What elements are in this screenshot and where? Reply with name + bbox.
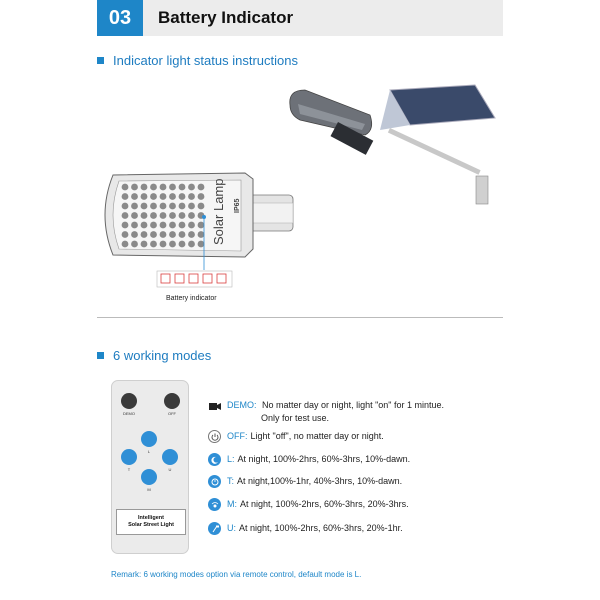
remote-label-line2: Solar Street Light	[128, 522, 174, 528]
lamp-rating-text: IP65	[234, 198, 241, 213]
moon-icon	[208, 453, 221, 466]
section-divider	[97, 317, 503, 318]
led-dot	[169, 231, 176, 238]
led-grid	[122, 184, 205, 248]
led-dot	[122, 231, 129, 238]
led-dot	[131, 193, 138, 200]
led-dot	[131, 231, 138, 238]
remote-label-line1: Intelligent	[138, 514, 164, 521]
led-dot	[188, 212, 195, 219]
remark-note: Remark: 6 working modes option via remote control, default mode is L.	[111, 570, 362, 579]
led-dot	[188, 222, 195, 229]
remote-product-label	[116, 509, 186, 535]
led-dot	[179, 241, 186, 248]
led-dot	[122, 222, 129, 229]
lamp-brand-text: Solar Lamp	[211, 178, 226, 245]
mode-demo-subtext: Only for test use.	[261, 413, 330, 423]
mode-u	[208, 522, 403, 535]
mode-l-key: L:	[227, 454, 235, 464]
led-dot	[122, 193, 129, 200]
timer-icon	[208, 475, 221, 488]
led-dot	[160, 184, 167, 191]
camera-icon	[208, 399, 221, 412]
led-dot	[198, 203, 205, 210]
lamp-top-view-diagram	[95, 165, 305, 305]
led-dot	[169, 241, 176, 248]
led-dot	[131, 222, 138, 229]
led-dot	[122, 203, 129, 210]
remote-u-label: U	[168, 467, 172, 472]
remote-t-button[interactable]	[121, 449, 137, 465]
motion-sensor-icon	[208, 498, 221, 511]
remote-m-button[interactable]	[141, 469, 157, 485]
lamp-icon	[208, 522, 221, 535]
led-dot	[188, 184, 195, 191]
led-dot	[169, 184, 176, 191]
led-dot	[160, 193, 167, 200]
led-dot	[188, 241, 195, 248]
led-dot	[141, 241, 148, 248]
led-dot	[169, 222, 176, 229]
led-dot	[141, 193, 148, 200]
indicator-section-heading	[97, 53, 298, 68]
led-dot	[141, 231, 148, 238]
led-dot	[160, 203, 167, 210]
led-dot	[131, 241, 138, 248]
mode-l	[208, 453, 410, 466]
led-dot	[198, 184, 205, 191]
remote-off-label: OFF	[168, 411, 176, 416]
mode-off	[208, 430, 384, 443]
mode-demo-text: No matter day or night, light "on" for 1 mintue.	[262, 400, 445, 410]
remote-l-button[interactable]	[141, 431, 157, 447]
led-dot	[179, 203, 186, 210]
led-dot	[131, 184, 138, 191]
indicator-led-icon	[202, 215, 206, 219]
led-dot	[169, 212, 176, 219]
remote-control	[111, 380, 189, 554]
led-dot	[150, 212, 157, 219]
mode-u-key: U:	[227, 523, 236, 533]
power-icon	[208, 430, 221, 443]
led-dot	[141, 222, 148, 229]
mode-demo-key: DEMO:	[227, 400, 257, 410]
indicator-section-title: Indicator light status instructions	[113, 53, 298, 68]
remote-l-label: L	[147, 449, 151, 454]
led-dot	[188, 203, 195, 210]
mode-m-key: M:	[227, 499, 237, 509]
mode-off-key: OFF:	[227, 431, 248, 441]
led-dot	[141, 212, 148, 219]
led-dot	[150, 184, 157, 191]
mode-t	[208, 475, 402, 488]
remote-off-button[interactable]	[164, 393, 180, 409]
led-dot	[150, 231, 157, 238]
led-dot	[179, 184, 186, 191]
led-dot	[150, 241, 157, 248]
remote-demo-label: DEMO	[123, 411, 135, 416]
mode-m	[208, 498, 409, 511]
mode-l-text: At night, 100%-2hrs, 60%-3hrs, 10%-dawn.	[237, 454, 411, 464]
led-dot	[122, 212, 129, 219]
led-dot	[131, 203, 138, 210]
led-dot	[150, 193, 157, 200]
led-dot	[160, 241, 167, 248]
led-dot	[160, 212, 167, 219]
led-dot	[179, 222, 186, 229]
mode-demo	[208, 399, 444, 425]
led-dot	[141, 184, 148, 191]
led-dot	[150, 222, 157, 229]
remote-m-label: M	[147, 487, 151, 492]
led-dot	[160, 231, 167, 238]
remote-t-label: T	[127, 467, 131, 472]
led-dot	[150, 203, 157, 210]
bullet-square-icon	[97, 352, 104, 359]
battery-indicator-label: Battery indicator	[166, 295, 217, 302]
bullet-square-icon	[97, 57, 104, 64]
led-dot	[179, 193, 186, 200]
remote-demo-button[interactable]	[121, 393, 137, 409]
modes-section-heading	[97, 348, 211, 363]
led-dot	[198, 231, 205, 238]
modes-section-title: 6 working modes	[113, 348, 212, 363]
led-dot	[122, 241, 129, 248]
mode-u-text: At night, 100%-2hrs, 60%-3hrs, 20%-1hr.	[239, 523, 403, 533]
led-dot	[198, 193, 205, 200]
led-dot	[179, 231, 186, 238]
led-dot	[131, 212, 138, 219]
led-dot	[141, 203, 148, 210]
section-number: 03	[97, 0, 143, 36]
led-dot	[198, 222, 205, 229]
remote-u-button[interactable]	[162, 449, 178, 465]
led-dot	[188, 231, 195, 238]
page-title: Battery Indicator	[158, 8, 294, 27]
led-dot	[160, 222, 167, 229]
lamp-perspective-image	[280, 80, 505, 210]
mode-off-text: Light "off", no matter day or night.	[250, 431, 384, 441]
led-dot	[169, 203, 176, 210]
mode-m-text: At night, 100%-2hrs, 60%-3hrs, 20%-3hrs.	[240, 499, 409, 509]
led-dot	[179, 212, 186, 219]
led-dot	[122, 184, 129, 191]
led-dot	[198, 241, 205, 248]
mode-t-text: At night,100%-1hr, 40%-3hrs, 10%-dawn.	[237, 476, 403, 486]
led-dot	[169, 193, 176, 200]
mode-t-key: T:	[227, 476, 235, 486]
led-dot	[188, 193, 195, 200]
